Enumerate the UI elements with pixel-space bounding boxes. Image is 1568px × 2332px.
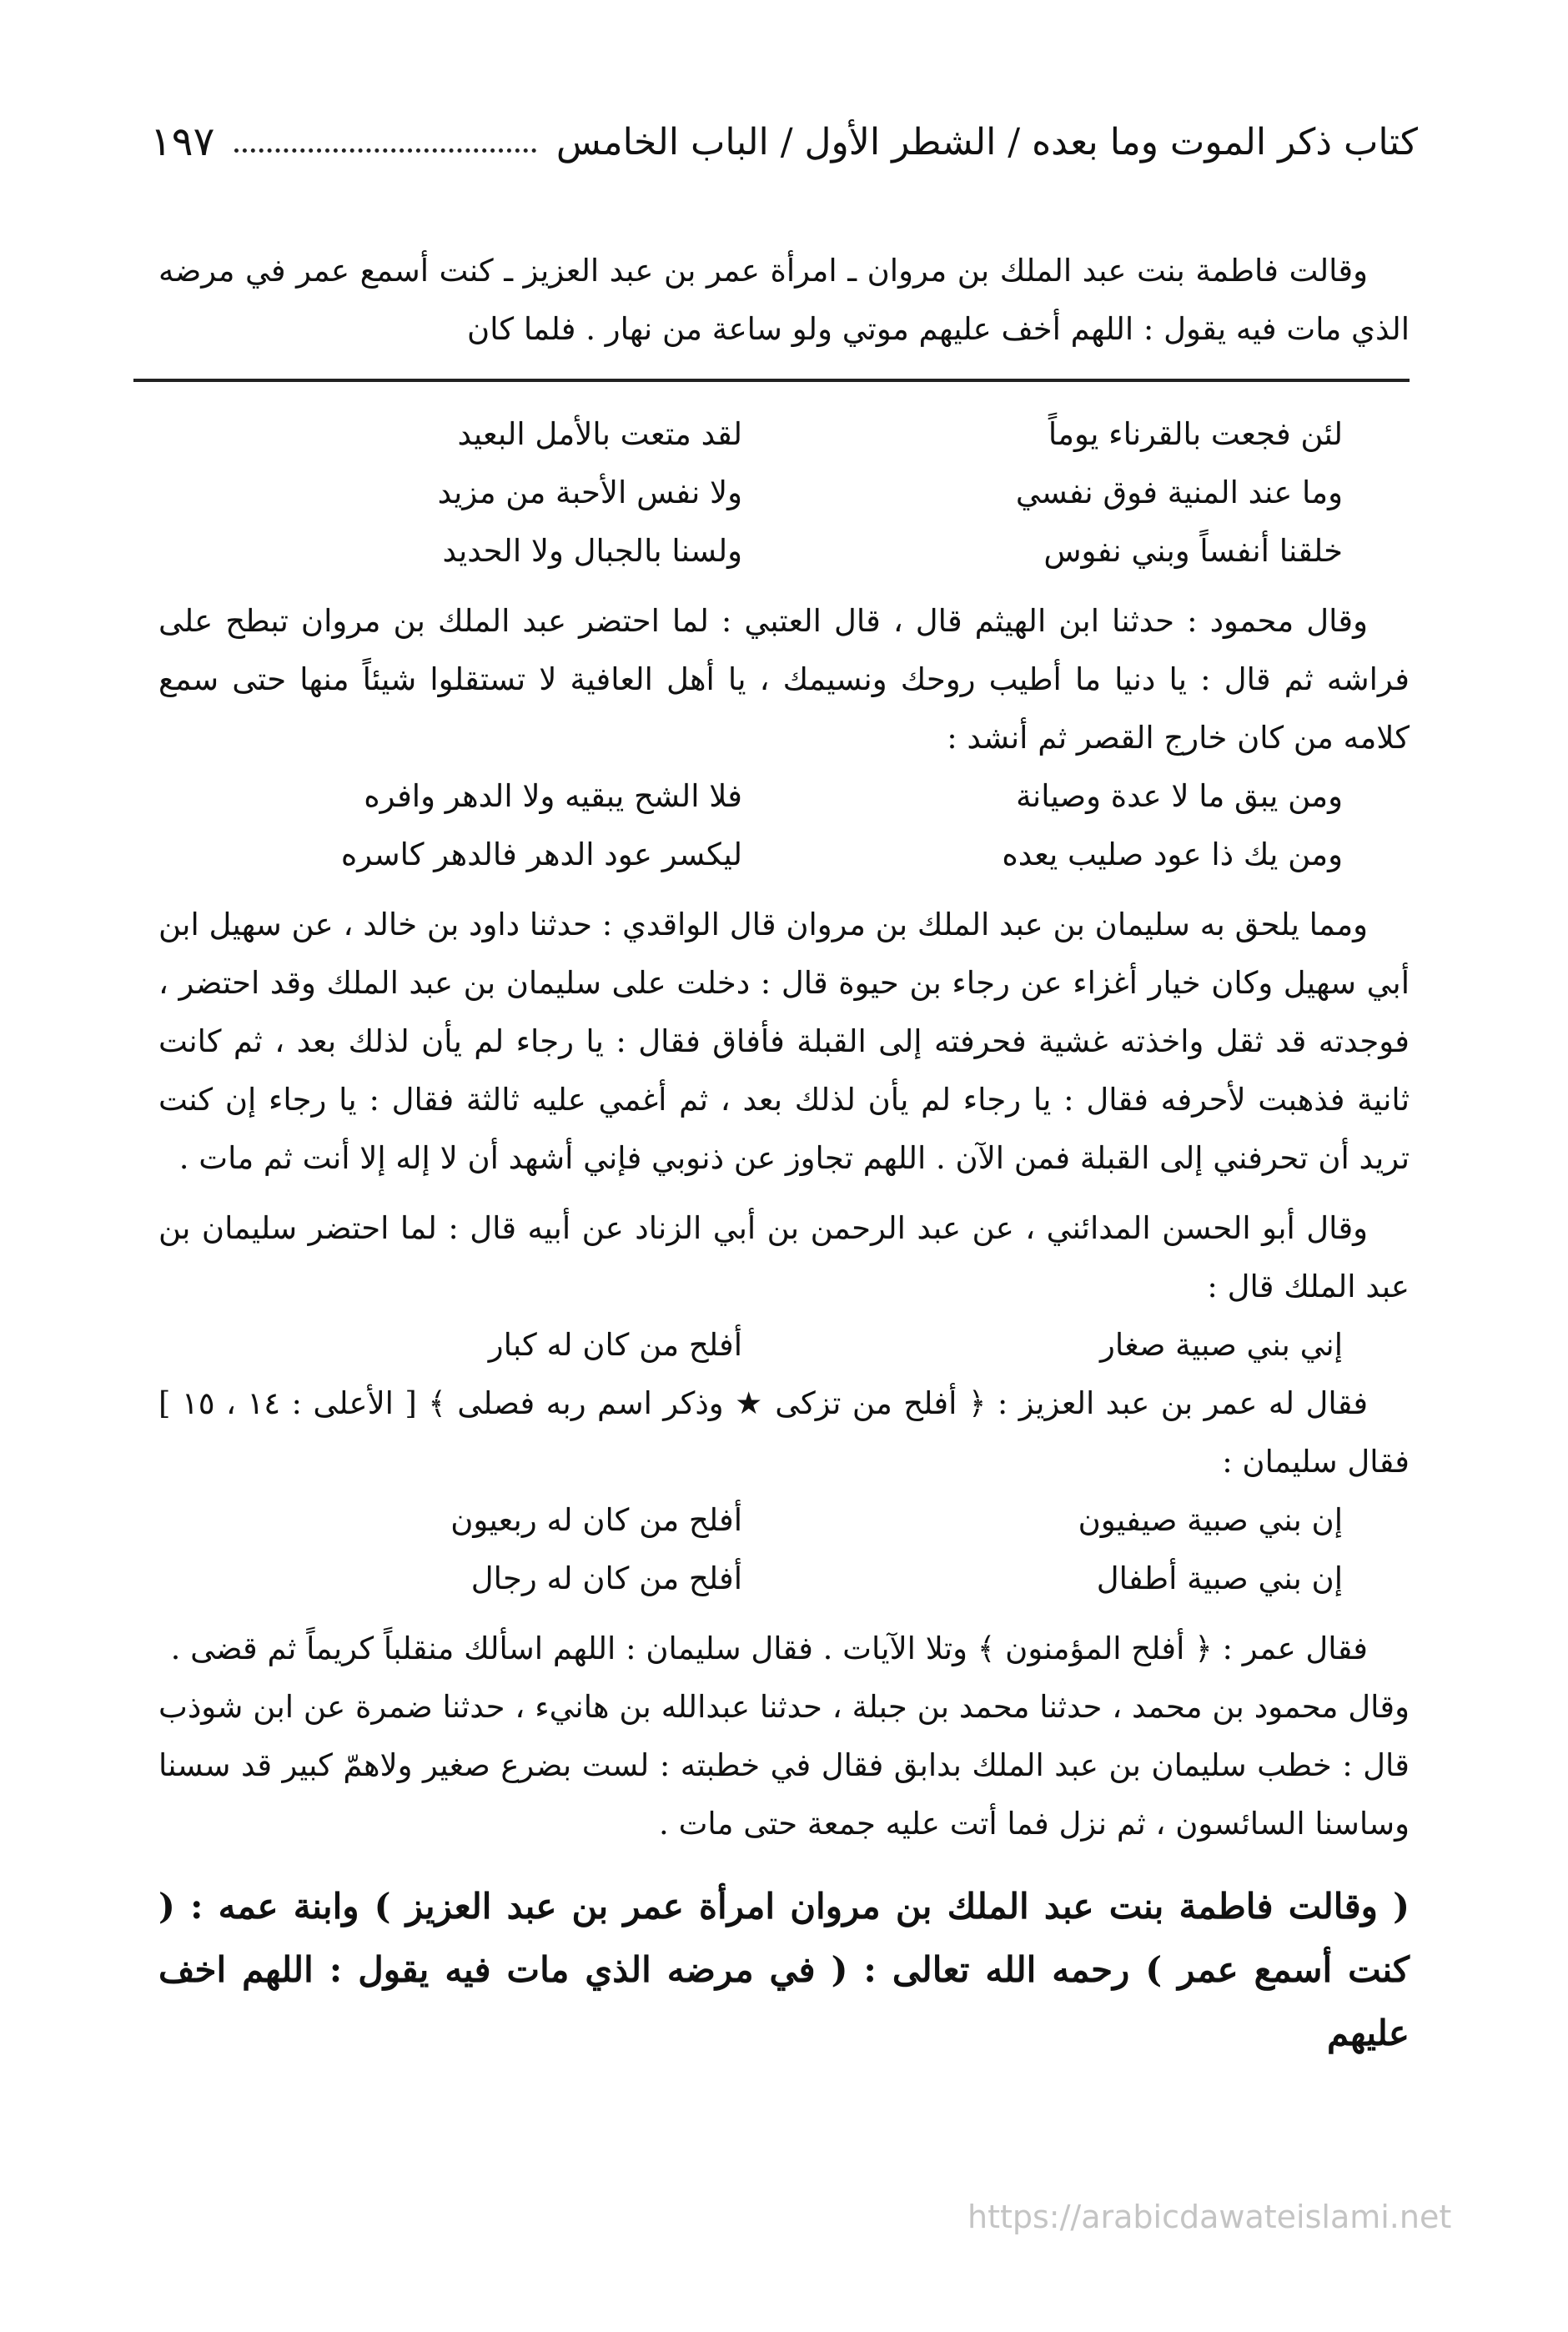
poem-verse: [158, 1491, 1410, 1550]
paragraph-madaini: وقال أبو الحسن المدائني ، عن عبد الرحمن بن أبي الزناد عن أبيه قال : لما احتضر سليمان بن عبد الملك قال :: [158, 1210, 1410, 1304]
verse-second-hemistich: ليكسر عود الدهر فالدهر كاسره: [340, 837, 742, 872]
paragraph-mahmoud: وقال محمود : حدثنا ابن الهيثم قال ، قال العتبي : لما احتضر عبد الملك بن مروان تبطح على فراشه ثم قال : يا دنيا ما أطيب روحك ونسيمك ، يا أهل العافية لا تستقلوا شيئاً منها حتى سمع كلامه من كان خارج القصر ثم أنشد :: [158, 603, 1410, 756]
poem-verse: [158, 826, 1410, 884]
poem-verse: [158, 1550, 1410, 1608]
running-title: كتاب ذكر الموت وما بعده / الشطر الأول / الباب الخامس: [555, 120, 1418, 163]
verse-second-hemistich: أفلح من كان له ربعيون: [450, 1502, 742, 1538]
paragraph-shawdhab: وقال محمود بن محمد ، حدثنا محمد بن جبلة ، حدثنا عبدالله بن هانيء ، حدثنا ضمرة عن ابن شوذب قال : خطب سليمان بن عبد الملك بدابق فقال في خطبته : لست بضرع صغير ولاهمّ كبير قد سسنا وساسنا السائسون ، ثم نزل فما أتت عليه جمعة حتى مات .: [158, 1689, 1410, 1842]
verse-first-hemistich: إن بني صبية صيفيون: [1078, 1502, 1343, 1538]
verse-first-hemistich: ومن يك ذا عود صليب يعده: [1002, 837, 1343, 872]
page-header: [150, 108, 1418, 175]
page-number: ١٩٧: [150, 118, 215, 165]
poem-verse: [158, 1316, 1410, 1375]
verse-second-hemistich: لقد متعت بالأمل البعيد: [457, 416, 742, 452]
verse-first-hemistich: لئن فجعت بالقرناء يوماً: [1048, 416, 1343, 452]
verse-first-hemistich: إني بني صبية صغار: [1100, 1327, 1343, 1363]
poem-3: [158, 1316, 1410, 1375]
verse-first-hemistich: وما عند المنية فوق نفسي: [1015, 475, 1343, 510]
paragraph-umar-reply: فقال له عمر بن عبد العزيز : ﴿ أفلح من تزكى ★ وذكر اسم ربه فصلى ﴾ [ الأعلى : ١٤ ، ١٥ ] فقال سليمان :: [158, 1385, 1410, 1480]
poem-verse: [158, 405, 1410, 464]
page-body: [158, 242, 1410, 2065]
verse-second-hemistich: فلا الشح يبقيه ولا الدهر وافره: [364, 778, 742, 814]
verse-second-hemistich: ولسنا بالجبال ولا الحديد: [442, 533, 742, 569]
poem-4: [158, 1491, 1410, 1608]
paragraph-umar-said: فقال عمر : ﴿ أفلح المؤمنون ﴾ وتلا الآيات . فقال سليمان : اللهم اسألك منقلباً كريماً ثم قضى .: [170, 1631, 1368, 1666]
commentary-paragraph: ( وقالت فاطمة بنت عبد الملك بن مروان امرأة عمر بن عبد العزيز ) وابنة عمه : ( كنت أسمع عمر ) رحمه الله تعالى : ( في مرضه الذي مات فيه يقول : اللهم اخف عليهم: [158, 1886, 1410, 2053]
commentary-section: [158, 1875, 1410, 2065]
verse-second-hemistich: ولا نفس الأحبة من مزيد: [437, 475, 742, 510]
verse-first-hemistich: ومن يبق ما لا عدة وصيانة: [1016, 778, 1343, 814]
top-paragraph: وقالت فاطمة بنت عبد الملك بن مروان ـ امرأة عمر بن عبد العزيز ـ كنت أسمع عمر في مرضه الذي مات فيه يقول : اللهم أخف عليهم موتي ولو ساعة من نهار . فلما كان: [158, 253, 1410, 347]
text-divider: [133, 379, 1410, 382]
poem-2: [158, 767, 1410, 884]
poem-1: [158, 405, 1410, 580]
verse-second-hemistich: أفلح من كان له رجال: [470, 1561, 742, 1596]
verse-first-hemistich: خلقنا أنفساً وبني نفوس: [1043, 533, 1343, 569]
poem-verse: [158, 464, 1410, 522]
verse-first-hemistich: إن بني صبية أطفال: [1096, 1561, 1343, 1596]
header-dot-leader: [234, 148, 536, 153]
paragraph-sulayman: ومما يلحق به سليمان بن عبد الملك بن مروان قال الواقدي : حدثنا داود بن خالد ، عن سهيل ابن أبي سهيل وكان خيار أغزاء عن رجاء بن حيوة قال : دخلت على سليمان بن عبد الملك وقد احتضر ، فوجدته قد ثقل واخذته غشية فحرفته إلى القبلة فأفاق فقال : يا رجاء لم يأن لذلك بعد ، ثم كانت ثانية فذهبت لأحرفه فقال : يا رجاء لم يأن لذلك بعد ، ثم أغمي عليه ثالثة فقال : يا رجاء إن كنت تريد أن تحرفني إلى القبلة فمن الآن . اللهم تجاوز عن ذنوبي فإني أشهد أن لا إله إلا أنت ثم مات .: [158, 907, 1410, 1176]
watermark-url: https://arabicdawateislami.net: [967, 2199, 1452, 2235]
poem-verse: [158, 522, 1410, 580]
verse-second-hemistich: أفلح من كان له كبار: [488, 1327, 742, 1363]
poem-verse: [158, 767, 1410, 826]
